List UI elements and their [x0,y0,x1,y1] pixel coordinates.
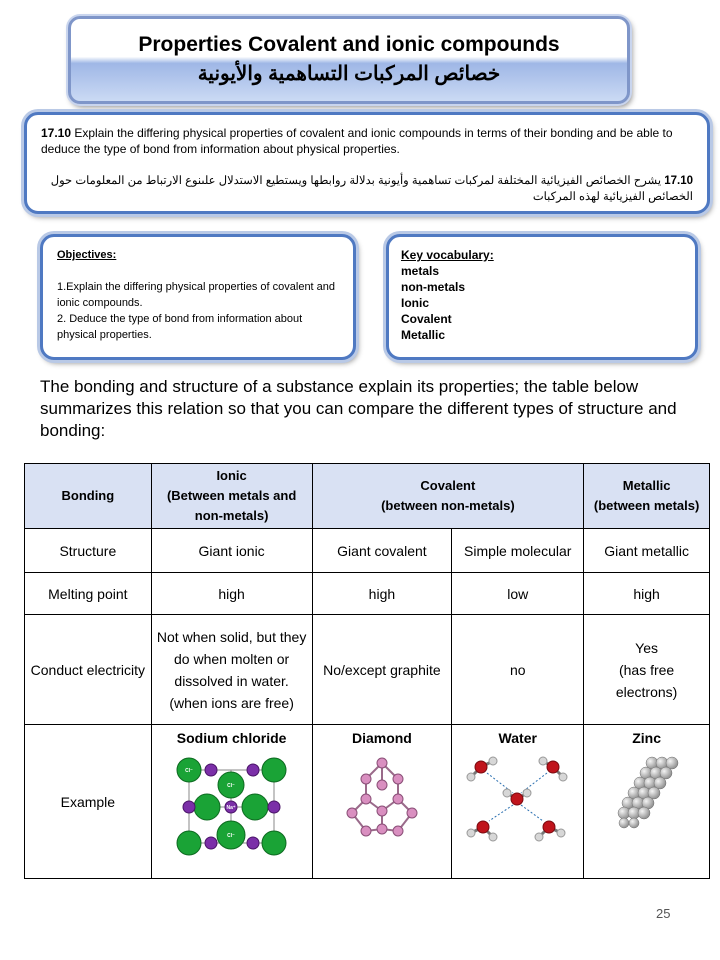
vocabulary-box [386,234,698,360]
cell: No/except graphite [312,615,452,725]
header-metallic-title: Metallic [622,478,671,493]
page-title: Properties Covalent and ionic compounds [138,33,560,56]
objective-2: 2. Deduce the type of bond from information about physical properties. [57,313,303,341]
ion-label-sodium: Na⁺ [226,805,236,811]
example-title: Sodium chloride [176,730,287,746]
ion-label-chloride: Cl⁻ [226,833,235,839]
cell: high [584,573,710,615]
cell: high [312,573,452,615]
spec-text: Explain the differing physical properties of covalent and ionic compounds in terms of their bonding and be able to deduce the type of bond from information about physical properties. [41,126,673,156]
table-row-example [25,725,710,879]
water-molecules-image [463,755,573,845]
table-row-structure [25,529,710,573]
cell-sodium-chloride [151,725,312,879]
row-label: Conduct electricity [25,615,152,725]
vocab-word: Ionic [401,296,430,310]
objectives-heading: Objectives: [57,249,117,261]
cell-text: Yes [635,639,659,656]
example-title: Water [498,730,537,746]
example-title: Zinc [632,730,661,746]
page-number: 25 [656,906,671,921]
cell-diamond [312,725,452,879]
row-label: Example [25,725,152,879]
diamond-lattice-image [342,755,422,845]
spec-code-arabic: 17.10 [664,175,693,187]
example-title: Diamond [351,730,412,746]
cell-note: (when ions are free) [169,694,294,711]
header-metallic-sub: (between metals) [593,498,700,513]
spec-arabic [41,173,693,205]
cell: Giant covalent [312,529,452,573]
vocab-word: non-metals [401,280,466,294]
cell-text: Not when solid, but they do when molten or dissolved in water. [156,628,307,689]
header-covalent-sub: (between non-metals) [381,498,515,513]
table-row-melting-point [25,573,710,615]
specification-box [24,112,710,214]
objectives-box [40,234,356,360]
vocab-word: Metallic [401,328,446,342]
row-label: Structure [25,529,152,573]
header-metallic [584,464,710,529]
cell [584,615,710,725]
header-covalent [312,464,584,529]
header-covalent-title: Covalent [420,478,476,493]
table-row-conduct [25,615,710,725]
sodium-chloride-lattice-image [169,755,295,859]
header-ionic-title: Ionic [216,468,247,483]
objective-1: 1.Explain the differing physical properties of covalent and ionic compounds. [57,281,336,309]
title-banner [68,16,630,104]
cell-note: (has free electrons) [615,661,678,700]
cell [151,615,312,725]
header-ionic [151,464,312,529]
vocabulary-heading: Key vocabulary: [401,248,494,262]
cell: high [151,573,312,615]
cell: low [452,573,584,615]
cell-zinc [584,725,710,879]
properties-table [24,463,710,879]
ion-label-chloride: Cl⁻ [226,783,235,789]
ion-label-chloride: Cl⁻ [184,768,193,774]
vocab-word: Covalent [401,312,452,326]
intro-paragraph: The bonding and structure of a substance explain its properties; the table below summarizes this relation so that you can compare the different types of structure and bonding: [40,377,677,440]
cell-water [452,725,584,879]
cell: no [452,615,584,725]
spec-code: 17.10 [41,126,72,140]
spec-english [41,125,693,157]
zinc-lattice-image [612,755,682,835]
cell: Simple molecular [452,529,584,573]
cell: Giant metallic [584,529,710,573]
page-title-arabic: خصائص المركبات التساهمية والأيونية [197,63,501,85]
cell: Giant ionic [151,529,312,573]
header-bonding: Bonding [25,464,152,529]
header-ionic-sub: (Between metals and non-metals) [166,488,297,523]
vocab-word: metals [401,264,440,278]
spec-text-arabic: يشرح الخصائص الفيزيائية المختلفة لمركبات تساهمية وأيونية بدلالة روابطها ويستطيع الاستدلال علىنوع الارتباط من المعلومات حول الخصائص الفيزيائية لهذه المركبات [50,175,693,203]
header-row [25,464,710,529]
row-label: Melting point [25,573,152,615]
